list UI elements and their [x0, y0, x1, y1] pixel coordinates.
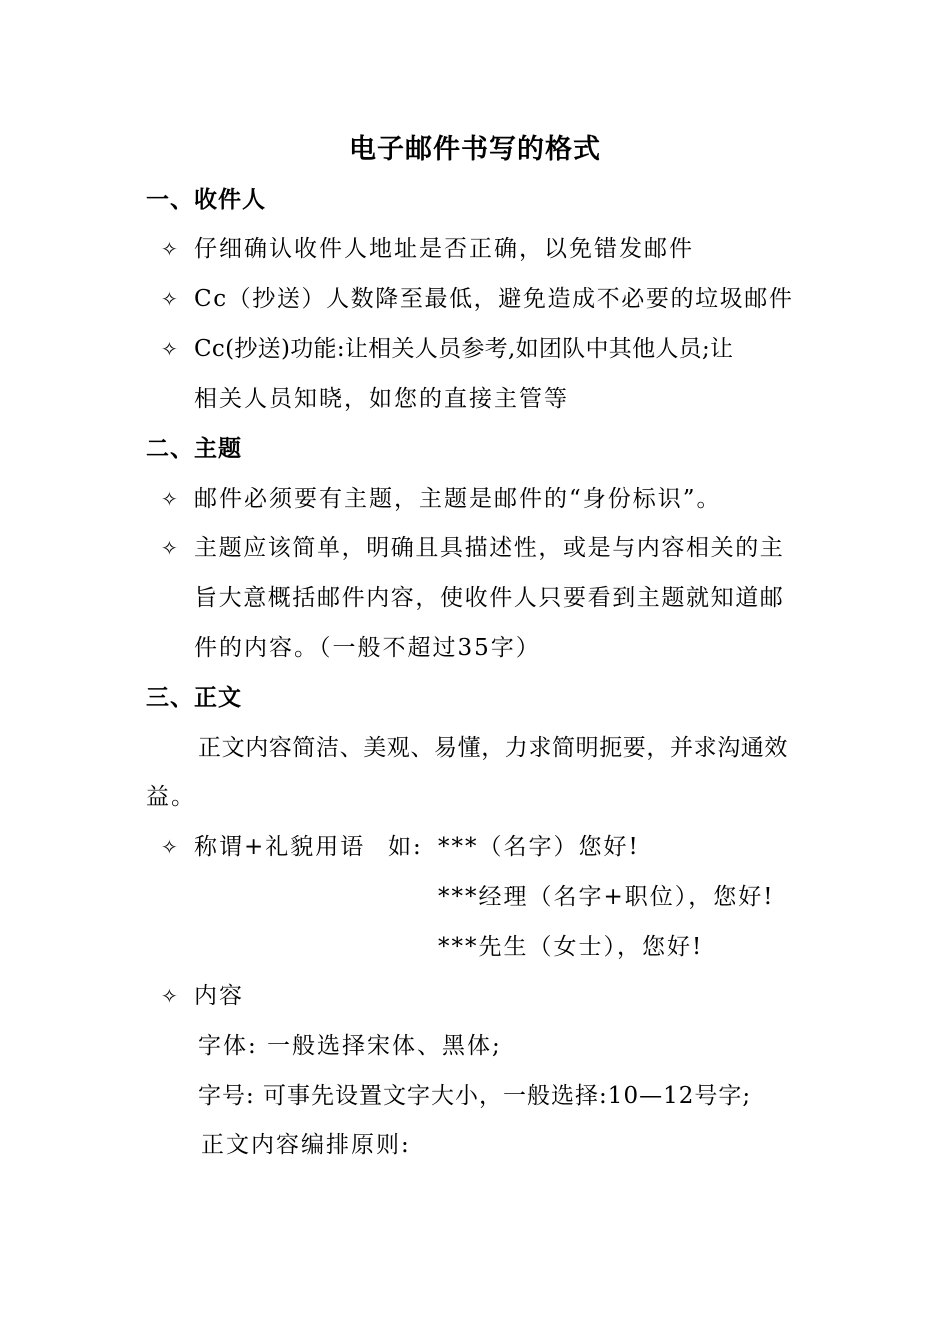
bullet-star-icon: ✧ [161, 984, 178, 1008]
bullet-star-icon: ✧ [161, 337, 178, 361]
greeting-label: 称谓+礼貌用语 [194, 834, 366, 860]
bullet-star-icon: ✧ [161, 487, 178, 511]
bullet-star-icon: ✧ [161, 237, 178, 261]
font-size-guideline: 字号: 可事先设置文字大小，一般选择:10—12号字; [198, 1083, 752, 1109]
recipient-item-3-line-1: Cc(抄送)功能:让相关人员参考,如团队中其他人员;让 [194, 336, 734, 362]
body-intro-line-2: 益。 [146, 784, 196, 810]
font-guideline: 字体: 一般选择宋体、黑体; [198, 1033, 502, 1059]
recipient-item-3-line-2: 相关人员知晓，如您的直接主管等 [194, 386, 569, 412]
section-heading-body: 三、正文 [146, 685, 242, 711]
body-intro-line-1: 正文内容简洁、美观、易懂，力求简明扼要，并求沟通效 [198, 735, 788, 761]
bullet-star-icon: ✧ [161, 835, 178, 859]
subject-item-2-line-1: 主题应该简单，明确且具描述性，或是与内容相关的主 [194, 535, 785, 561]
greeting-example-1: ***（名字）您好! [438, 834, 640, 860]
recipient-item-2: Cc（抄送）人数降至最低，避免造成不必要的垃圾邮件 [194, 286, 794, 312]
section-heading-recipient: 一、收件人 [146, 187, 266, 213]
section-heading-subject: 二、主题 [146, 436, 242, 462]
subject-item-2-line-2: 旨大意概括邮件内容，使收件人只要看到主题就知道邮 [194, 585, 785, 611]
greeting-example-3: ***先生（女士），您好! [438, 934, 704, 960]
recipient-item-1: 仔细确认收件人地址是否正确，以免错发邮件 [194, 236, 694, 262]
document-title: 电子邮件书写的格式 [349, 134, 601, 165]
subject-item-1: 邮件必须要有主题，主题是邮件的“身份标识”。 [194, 486, 722, 512]
bullet-star-icon: ✧ [161, 287, 178, 311]
subject-item-2-line-3: 件的内容。（一般不超过35字） [194, 635, 541, 661]
content-label: 内容 [194, 983, 244, 1009]
layout-principles-heading: 正文内容编排原则: [201, 1132, 411, 1158]
greeting-for-example: 如: [388, 834, 423, 860]
bullet-star-icon: ✧ [161, 536, 178, 560]
greeting-example-2: ***经理（名字+职位），您好! [438, 884, 775, 910]
